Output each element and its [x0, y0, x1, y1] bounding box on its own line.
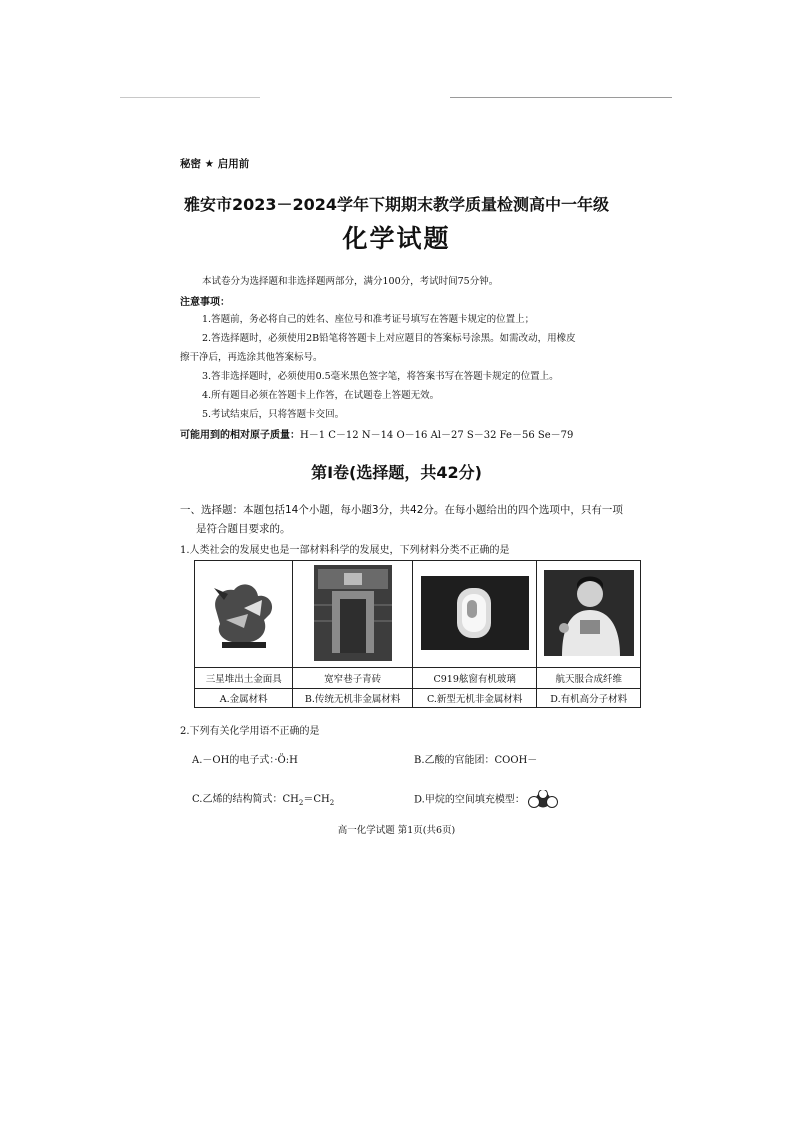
aircraft-window-photo — [421, 576, 529, 650]
notice-item: 5.考试结束后，只将答题卡交回。 — [202, 409, 345, 420]
notice-item: 3.答非选择题时，必须使用0.5毫米黑色签字笔，将答案书写在答题卡规定的位置上。 — [202, 371, 559, 382]
notice-item: 2.答选择题时，必须使用2B铅笔将答题卡上对应题目的答案标号涂黑。如需改动，用橡皮 — [202, 333, 576, 344]
option-d — [414, 790, 558, 810]
secret-mark: 秘密 ★ 启用前 — [180, 158, 250, 170]
subscript: 2 — [329, 799, 335, 807]
option-c — [192, 790, 334, 807]
volume-title: 第Ⅰ卷(选择题，共42分) — [311, 463, 482, 482]
option-c-text: C.乙烯的结构简式：CH — [192, 794, 299, 805]
scan-artifact-line — [120, 97, 260, 98]
material-photo-cell — [412, 561, 536, 668]
notice-item: 4.所有题目必须在答题卡上作答，在试题卷上答题无效。 — [202, 390, 440, 401]
option-a-text: A.－OH的电子式： — [192, 755, 275, 766]
astronaut-suit-photo — [544, 570, 634, 656]
question-1-stem: 1.人类社会的发展史也是一部材料科学的发展史，下列材料分类不正确的是 — [180, 545, 510, 556]
hydroxyl-electron-formula: ·Ö:H — [274, 755, 298, 766]
atomic-masses-values: H－1 C－12 N－14 O－16 Al－27 S－32 Fe－56 Se－79 — [300, 430, 574, 441]
methane-space-filling-model-icon — [528, 790, 558, 810]
notice-item: 擦干净后，再选涂其他答案标号。 — [180, 352, 323, 363]
material-option: C.新型无机非金属材料 — [412, 689, 536, 708]
notice-heading: 注意事项： — [180, 297, 230, 308]
material-option: A.金属材料 — [195, 689, 293, 708]
exam-summary: 本试卷分为选择题和非选择题两部分，满分100分，考试时间75分钟。 — [202, 276, 499, 287]
material-photo-cell — [195, 561, 293, 668]
material-name: C919舷窗有机玻璃 — [412, 668, 536, 689]
materials-table — [194, 560, 641, 708]
material-option: B.传统无机非金属材料 — [293, 689, 413, 708]
material-photo-cell — [537, 561, 641, 668]
material-name: 宽窄巷子青砖 — [293, 668, 413, 689]
option-c-mid: ＝CH — [303, 794, 330, 805]
exam-title: 雅安市2023－2024学年下期期末教学质量检测高中一年级 — [183, 195, 610, 214]
section-instruction: 一、选择题：本题包括14个小题，每小题3分，共42分。在每小题给出的四个选项中，只有一项 — [180, 504, 623, 516]
subject-title: 化学试题 — [342, 224, 451, 253]
bronze-sculpture-photo — [204, 570, 284, 656]
atomic-masses — [180, 426, 573, 441]
option-b: B.乙酸的官能团：COOH－ — [414, 755, 538, 766]
option-d-text: D.甲烷的空间填充模型： — [414, 794, 525, 806]
page-footer: 高一化学试题 第1页(共6页) — [337, 825, 456, 836]
option-a — [192, 751, 298, 766]
section-instruction: 是符合题目要求的。 — [196, 523, 291, 535]
notice-item: 1.答题前，务必将自己的姓名、座位号和准考证号填写在答题卡规定的位置上； — [202, 314, 535, 325]
question-2-stem: 2.下列有关化学用语不正确的是 — [180, 726, 320, 737]
atomic-masses-label: 可能用到的相对原子质量： — [180, 430, 300, 441]
material-name: 三星堆出土金面具 — [195, 668, 293, 689]
material-name: 航天服合成纤维 — [537, 668, 641, 689]
material-option: D.有机高分子材料 — [537, 689, 641, 708]
brick-alley-photo — [314, 565, 392, 661]
material-photo-cell — [293, 561, 413, 668]
scan-artifact-line — [450, 97, 672, 98]
subscript: 2 — [298, 799, 304, 807]
